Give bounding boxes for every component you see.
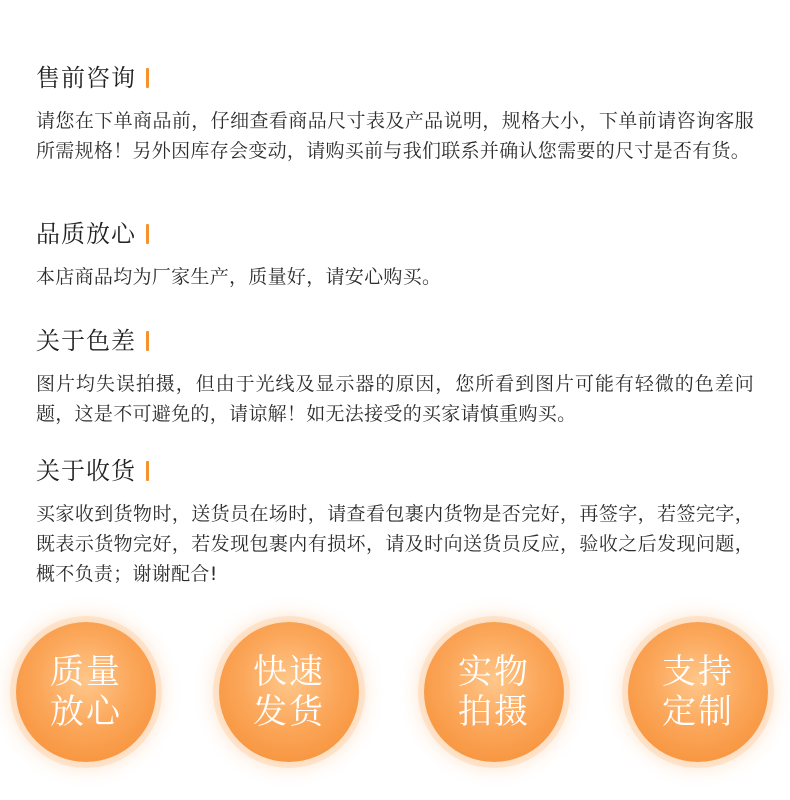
section-title-text: 关于色差: [36, 327, 136, 355]
section-color-difference: [36, 327, 754, 429]
section-title-text: 售前咨询: [36, 64, 136, 92]
badge-line: 拍摄: [458, 692, 530, 732]
section-presale-consulting: [36, 64, 754, 166]
badge-line: 发货: [253, 692, 325, 732]
accent-bar: [146, 68, 149, 88]
section-title: [36, 327, 754, 355]
badge-line: 实物: [458, 652, 530, 692]
section-title-text: 品质放心: [36, 220, 136, 248]
section-body: 图片均失误拍摄，但由于光线及显示器的原因，您所看到图片可能有轻微的色差问题，这是不可避免的，请谅解！如无法接受的买家请慎重购买。: [36, 373, 754, 425]
section-title-text: 关于收货: [36, 457, 136, 485]
section-title: [36, 64, 754, 92]
section-title: [36, 457, 754, 485]
badge-line: 放心: [50, 692, 122, 732]
badge-line: 支持: [662, 652, 734, 692]
badge-quality: [16, 622, 156, 762]
badge-line: 定制: [662, 692, 734, 732]
section-quality-assurance: [36, 220, 754, 292]
section-body: 本店商品均为厂家生产，质量好，请安心购买。: [36, 266, 442, 288]
badge-line: 质量: [50, 652, 122, 692]
badge-customization: [628, 622, 768, 762]
feature-badges: [16, 622, 774, 782]
section-title: [36, 220, 754, 248]
accent-bar: [146, 224, 149, 244]
section-body: 买家收到货物时，送货员在场时，请查看包裹内货物是否完好，再签字，若签完字，既表示货物完好，若发现包裹内有损坏，请及时向送货员反应，验收之后发现问题，概不负责；谢谢配合!: [36, 503, 754, 585]
badge-fast-shipping: [219, 622, 359, 762]
section-body: 请您在下单商品前，仔细查看商品尺寸表及产品说明，规格大小，下单前请咨询客服所需规格！另外因库存会变动，请购买前与我们联系并确认您需要的尺寸是否有货。: [36, 110, 754, 162]
accent-bar: [146, 331, 149, 351]
badge-real-photos: [424, 622, 564, 762]
accent-bar: [146, 461, 149, 481]
badge-line: 快速: [253, 652, 325, 692]
section-receiving-goods: [36, 457, 754, 589]
